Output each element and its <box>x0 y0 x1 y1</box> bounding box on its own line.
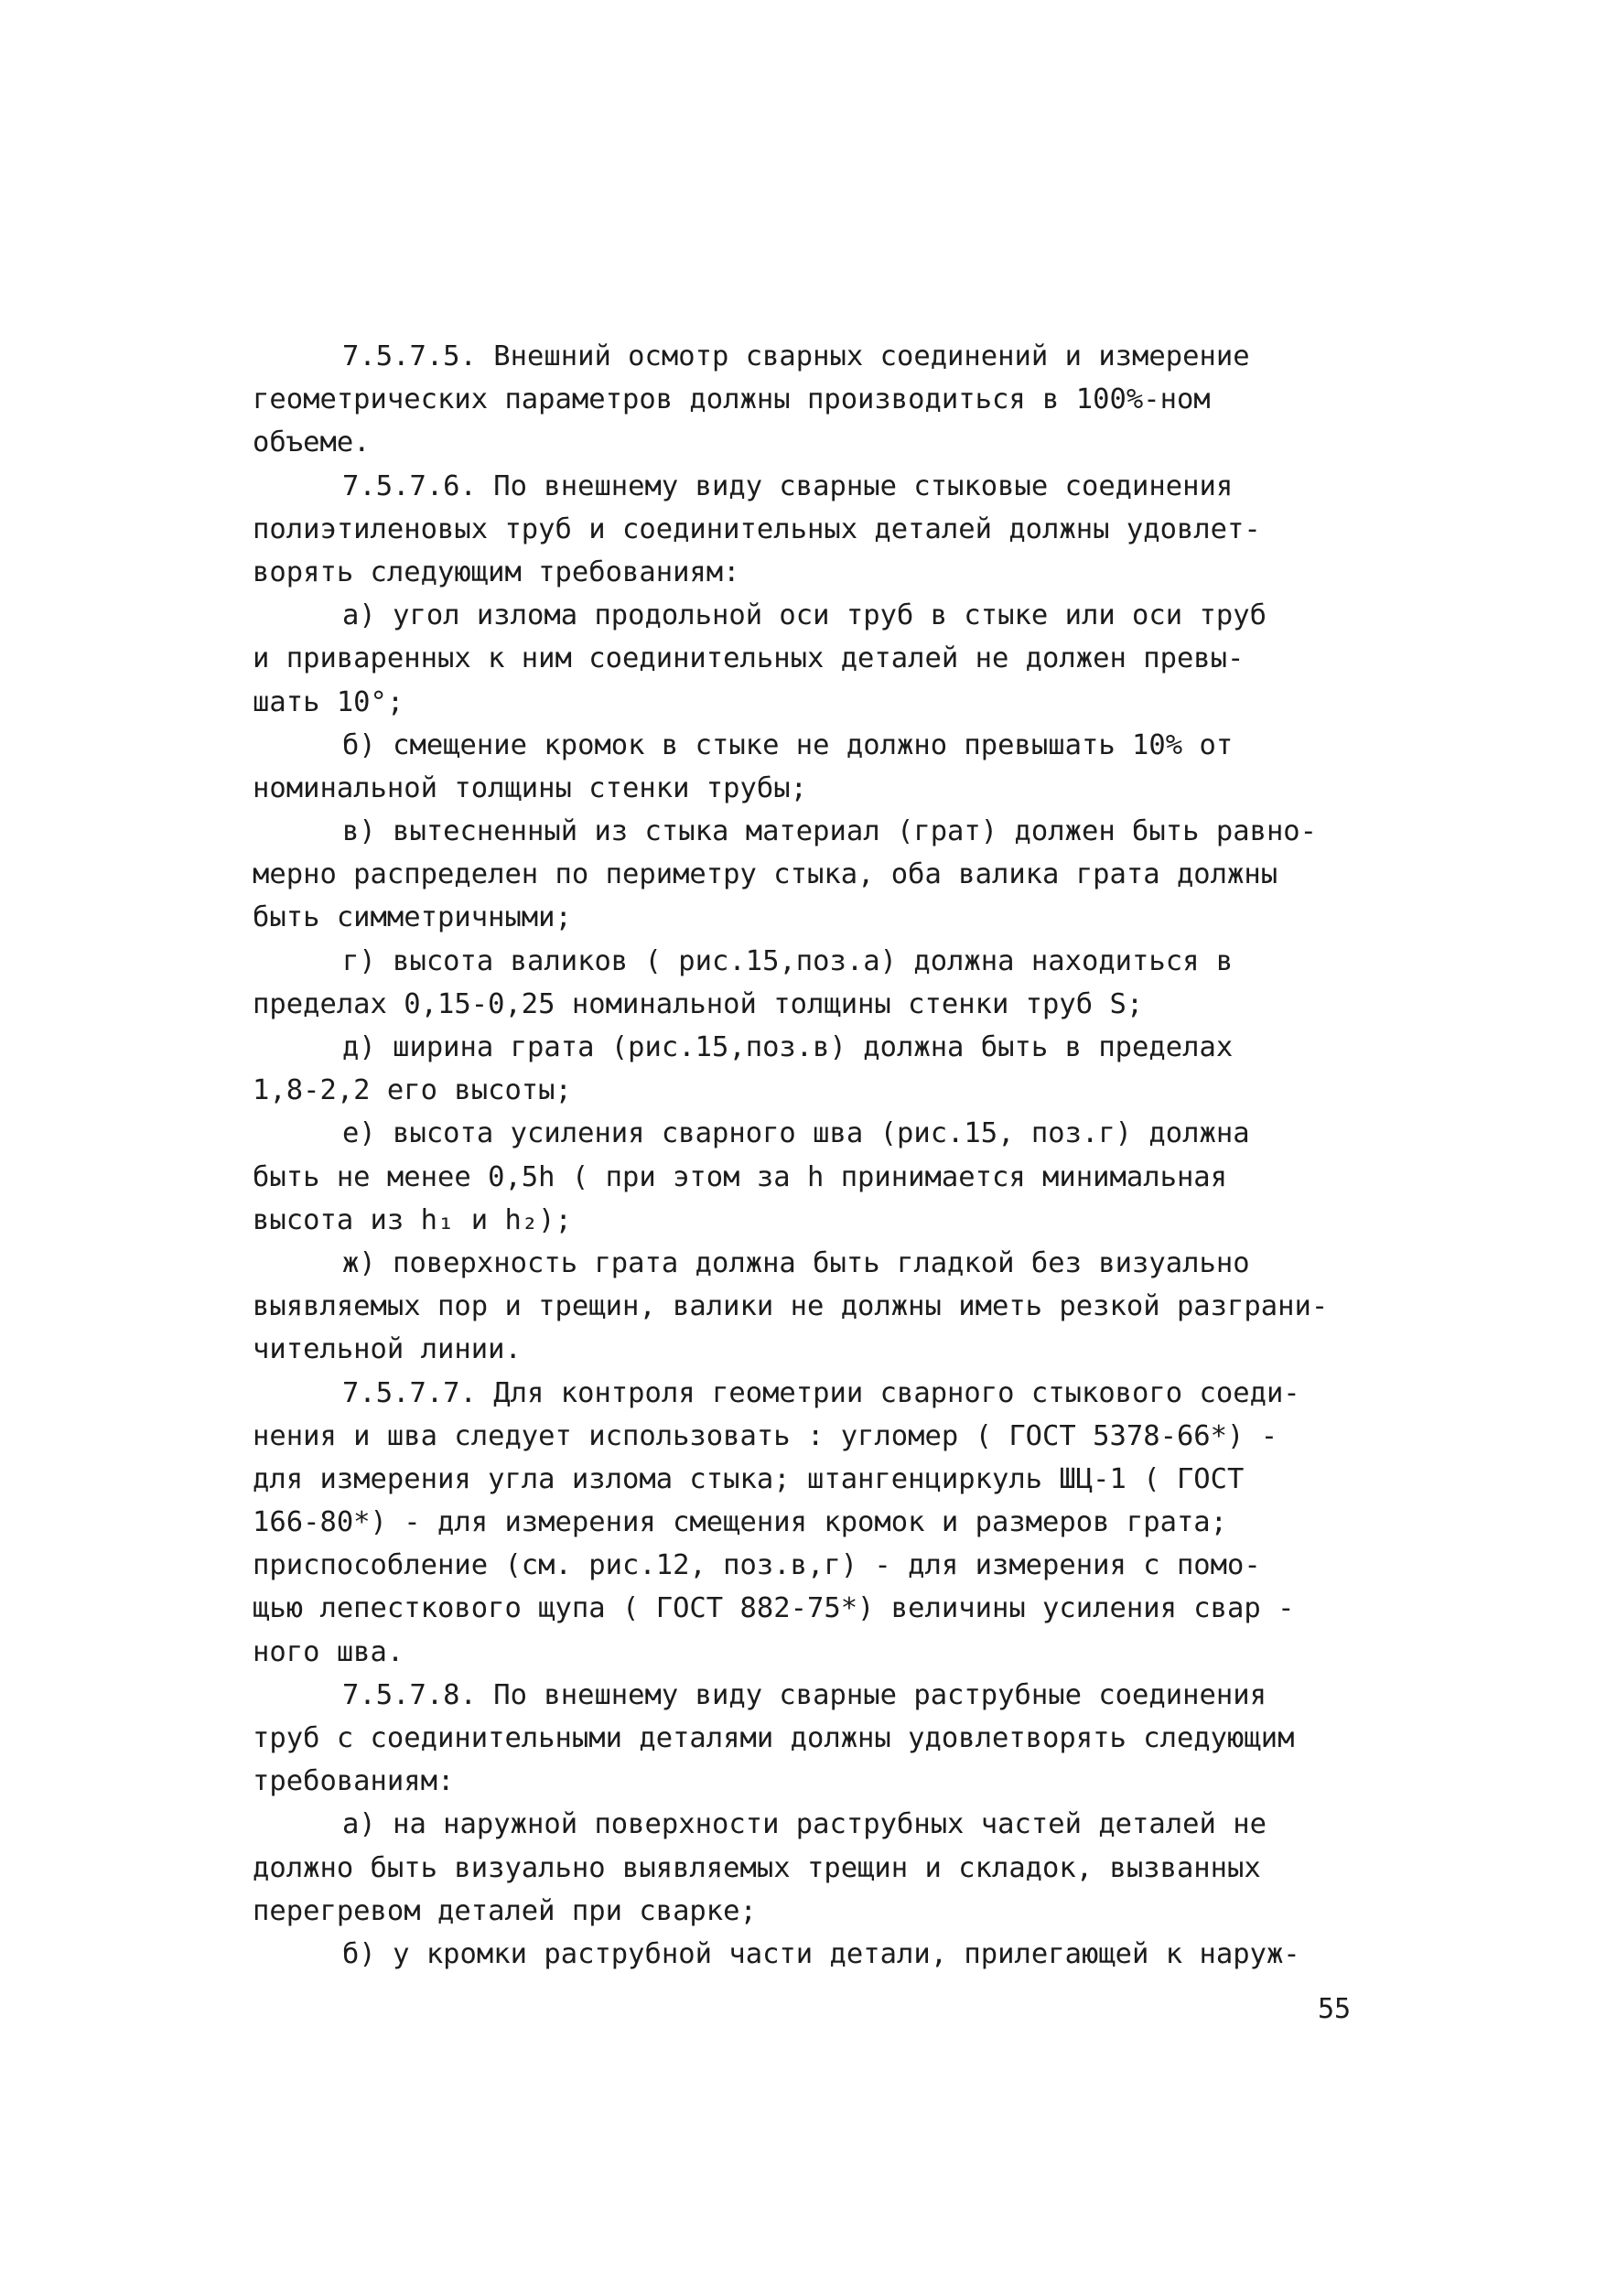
text-line: требованиям: <box>253 1765 455 1798</box>
text-line: а) угол излома продольной оси труб в стыке или оси труб <box>342 599 1267 632</box>
text-line: ворять следующим требованиям: <box>253 555 740 588</box>
text-line: в) вытесненный из стыка материал (грат) должен быть равно- <box>342 815 1318 848</box>
text-line: д) ширина грата (рис.15,поз.в) должна быть в пределах <box>342 1031 1234 1063</box>
text-line: 7.5.7.7. Для контроля геометрии сварного стыкового соеди- <box>342 1376 1300 1409</box>
text-line: 7.5.7.8. По внешнему виду сварные раструбные соединения <box>342 1678 1267 1711</box>
text-line: нения и шва следует использовать : угломер ( ГОСТ 5378-66*) - <box>253 1419 1278 1452</box>
text-line: перегревом деталей при сварке; <box>253 1894 757 1927</box>
text-line: высота из h₁ и h₂); <box>253 1203 572 1236</box>
text-line: щью лепесткового щупа ( ГОСТ 882-75*) величины усиления свар - <box>253 1592 1295 1625</box>
text-line: чительной линии. <box>253 1333 522 1366</box>
text-line: 1,8-2,2 его высоты; <box>253 1074 572 1107</box>
text-line: г) высота валиков ( рис.15,поз.а) должна находиться в <box>342 944 1234 977</box>
text-line: мерно распределен по периметру стыка, оба валика грата должны <box>253 858 1278 891</box>
text-line: объеме. <box>253 426 371 459</box>
text-line: быть симметричными; <box>253 901 572 934</box>
text-line: 7.5.7.6. По внешнему виду сварные стыковые соединения <box>342 469 1234 502</box>
text-line: полиэтиленовых труб и соединительных деталей должны удовлет- <box>253 512 1261 545</box>
text-line: должно быть визуально выявляемых трещин и складок, вызванных <box>253 1851 1261 1884</box>
text-line: труб с соединительными деталями должны удовлетворять следующим <box>253 1722 1295 1754</box>
page-number: 55 <box>1318 1993 1352 2025</box>
text-line: шать 10°; <box>253 685 404 718</box>
text-line: б) у кромки раструбной части детали, прилегающей к наруж- <box>342 1937 1300 1970</box>
text-line: приспособление (см. рис.12, поз.в,г) - для измерения с помо- <box>253 1549 1261 1582</box>
text-line: для измерения угла излома стыка; штангенциркуль ШЦ-1 ( ГОСТ <box>253 1462 1245 1495</box>
text-line: б) смещение кромок в стыке не должно превышать 10% от <box>342 728 1234 761</box>
text-line: номинальной толщины стенки трубы; <box>253 771 807 804</box>
text-line: геометрических параметров должны производиться в 100%-ном <box>253 383 1211 416</box>
text-line: ного шва. <box>253 1635 404 1668</box>
text-line: ж) поверхность грата должна быть гладкой без визуально <box>342 1246 1250 1279</box>
text-line: а) на наружной поверхности раструбных частей деталей не <box>342 1808 1267 1841</box>
text-line: е) высота усиления сварного шва (рис.15, поз.г) должна <box>342 1117 1250 1150</box>
text-line: и приваренных к ним соединительных деталей не должен превы- <box>253 642 1245 675</box>
text-line: выявляемых пор и трещин, валики не должны иметь резкой разграни- <box>253 1290 1329 1323</box>
text-line: 166-80*) - для измерения смещения кромок и размеров грата; <box>253 1506 1228 1539</box>
text-line: пределах 0,15-0,25 номинальной толщины стенки труб S; <box>253 987 1144 1020</box>
body-text <box>253 335 1415 1976</box>
text-line: 7.5.7.5. Внешний осмотр сварных соединений и измерение <box>342 340 1250 372</box>
text-line: быть не менее 0,5h ( при этом за h принимается минимальная <box>253 1160 1228 1193</box>
